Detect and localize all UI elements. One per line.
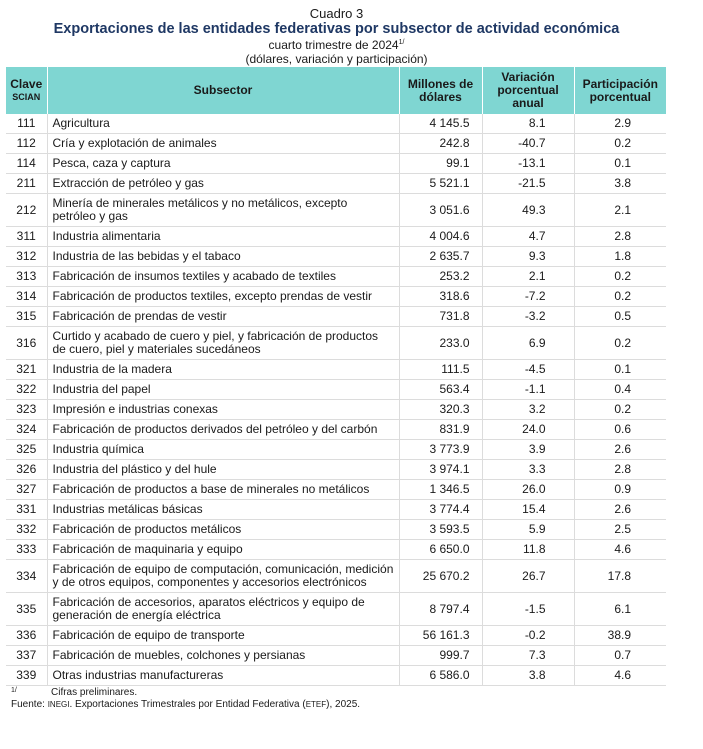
cell-participacion: 0.2 [574,134,666,154]
cell-participacion: 2.8 [574,227,666,247]
cell-clave: 311 [6,227,47,247]
cell-millones: 99.1 [399,154,482,174]
table-row [6,114,666,134]
header-row [6,67,666,114]
cell-variacion: 9.3 [482,247,574,267]
cell-variacion: -0.2 [482,626,574,646]
cell-subsector: Fabricación de muebles, colchones y persianas [47,646,399,666]
cell-participacion: 0.2 [574,327,666,360]
table-row [6,460,666,480]
cell-subsector: Fabricación de productos derivados del petróleo y del carbón [47,420,399,440]
cell-participacion: 0.2 [574,400,666,420]
cell-clave: 339 [6,666,47,686]
header-variacion: Variación porcentual anual [482,67,574,114]
cell-variacion: 3.8 [482,666,574,686]
header-clave-text: Clave [10,76,43,91]
cell-participacion: 0.2 [574,267,666,287]
header-millones: Millones de dólares [399,67,482,114]
cell-clave: 313 [6,267,47,287]
cell-clave: 111 [6,114,47,134]
cell-participacion: 0.7 [574,646,666,666]
cell-millones: 563.4 [399,380,482,400]
table-row [6,420,666,440]
cell-millones: 111.5 [399,360,482,380]
footnote-mark: 1/ [11,687,17,694]
table-row [6,174,666,194]
cell-subsector: Fabricación de equipo de computación, comunicación, medición y de otros equipos, componentes y accesorios electrónicos [47,560,399,593]
cell-millones: 233.0 [399,327,482,360]
cell-variacion: 5.9 [482,520,574,540]
cell-millones: 25 670.2 [399,560,482,593]
cell-variacion: 15.4 [482,500,574,520]
cell-participacion: 0.4 [574,380,666,400]
cell-participacion: 0.1 [574,360,666,380]
cell-clave: 324 [6,420,47,440]
cell-millones: 56 161.3 [399,626,482,646]
cell-participacion: 0.5 [574,307,666,327]
table-row [6,593,666,626]
cell-subsector: Fabricación de insumos textiles y acabado de textiles [47,267,399,287]
cell-participacion: 4.6 [574,666,666,686]
table-row [6,227,666,247]
period-text: cuarto trimestre de 2024 [268,38,399,52]
table-row [6,267,666,287]
cell-variacion: 6.9 [482,327,574,360]
table-units: (dólares, variación y participación) [245,52,428,66]
cell-variacion: -13.1 [482,154,574,174]
cell-clave: 211 [6,174,47,194]
cell-participacion: 2.6 [574,500,666,520]
cell-clave: 327 [6,480,47,500]
cell-participacion: 6.1 [574,593,666,626]
cell-subsector: Fabricación de productos a base de minerales no metálicos [47,480,399,500]
cell-variacion: -7.2 [482,287,574,307]
cell-subsector: Otras industrias manufactureras [47,666,399,686]
cell-participacion: 2.9 [574,114,666,134]
cell-clave: 325 [6,440,47,460]
cell-participacion: 17.8 [574,560,666,593]
cell-variacion: -3.2 [482,307,574,327]
cell-clave: 323 [6,400,47,420]
cell-millones: 4 004.6 [399,227,482,247]
exports-table [6,67,666,686]
cell-millones: 3 593.5 [399,520,482,540]
cell-millones: 4 145.5 [399,114,482,134]
table-row [6,480,666,500]
table-row [6,307,666,327]
cell-participacion: 38.9 [574,626,666,646]
table-row [6,380,666,400]
table-row [6,360,666,380]
cell-variacion: 3.2 [482,400,574,420]
cell-variacion: -21.5 [482,174,574,194]
cell-subsector: Cría y explotación de animales [47,134,399,154]
cell-millones: 242.8 [399,134,482,154]
cell-subsector: Fabricación de productos textiles, excepto prendas de vestir [47,287,399,307]
header-subsector: Subsector [47,67,399,114]
cell-millones: 831.9 [399,420,482,440]
cell-variacion: 7.3 [482,646,574,666]
cell-variacion: 26.0 [482,480,574,500]
cell-millones: 6 586.0 [399,666,482,686]
table-row [6,626,666,646]
cell-participacion: 2.5 [574,520,666,540]
table-row [6,327,666,360]
cell-subsector: Fabricación de productos metálicos [47,520,399,540]
cell-millones: 253.2 [399,267,482,287]
cell-clave: 112 [6,134,47,154]
table-row [6,666,666,686]
cell-clave: 212 [6,194,47,227]
cell-participacion: 2.8 [574,460,666,480]
cell-millones: 8 797.4 [399,593,482,626]
cell-subsector: Curtido y acabado de cuero y piel, y fabricación de productos de cuero, piel y materiales sucedáneos [47,327,399,360]
source-etef: ETEF [305,700,327,709]
cell-subsector: Industrias metálicas básicas [47,500,399,520]
cell-millones: 2 635.7 [399,247,482,267]
cell-variacion: -1.5 [482,593,574,626]
cell-participacion: 0.9 [574,480,666,500]
cell-variacion: 49.3 [482,194,574,227]
header-participacion: Participación porcentual [574,67,666,114]
table-row [6,520,666,540]
table-row [6,440,666,460]
cell-subsector: Fabricación de equipo de transporte [47,626,399,646]
cell-variacion: 24.0 [482,420,574,440]
cell-clave: 332 [6,520,47,540]
cell-clave: 337 [6,646,47,666]
cell-millones: 318.6 [399,287,482,307]
cell-millones: 5 521.1 [399,174,482,194]
table-row [6,560,666,593]
period-note-mark: 1/ [398,39,405,46]
cell-millones: 3 974.1 [399,460,482,480]
table-row [6,400,666,420]
cell-subsector: Fabricación de accesorios, aparatos eléctricos y equipo de generación de energía eléctrica [47,593,399,626]
cell-variacion: -1.1 [482,380,574,400]
cell-millones: 320.3 [399,400,482,420]
cell-participacion: 0.6 [574,420,666,440]
cell-millones: 6 650.0 [399,540,482,560]
table-row [6,247,666,267]
cell-millones: 3 773.9 [399,440,482,460]
source-end: ), 2025. [326,699,361,710]
cell-clave: 114 [6,154,47,174]
cell-participacion: 2.6 [574,440,666,460]
cell-participacion: 0.1 [574,154,666,174]
cell-millones: 731.8 [399,307,482,327]
table-row [6,500,666,520]
cell-millones: 999.7 [399,646,482,666]
cell-subsector: Industria de las bebidas y el tabaco [47,247,399,267]
table-row [6,154,666,174]
cell-clave: 331 [6,500,47,520]
cell-millones: 1 346.5 [399,480,482,500]
cell-clave: 333 [6,540,47,560]
cell-subsector: Industria de la madera [47,360,399,380]
cell-participacion: 4.6 [574,540,666,560]
cell-subsector: Industria alimentaria [47,227,399,247]
table-period [0,38,673,52]
source-label: Fuente: [11,699,45,710]
table-row [6,134,666,154]
header-clave [6,67,47,114]
cell-subsector: Fabricación de maquinaria y equipo [47,540,399,560]
cell-participacion: 0.2 [574,287,666,307]
cell-clave: 316 [6,327,47,360]
source-mid: . Exportaciones Trimestrales por Entidad Federativa ( [69,699,306,710]
cell-variacion: 26.7 [482,560,574,593]
cell-variacion: 8.1 [482,114,574,134]
cell-clave: 321 [6,360,47,380]
cell-participacion: 2.1 [574,194,666,227]
cell-variacion: 4.7 [482,227,574,247]
table-label: Cuadro 3 [309,6,364,21]
cell-participacion: 1.8 [574,247,666,267]
header-clave-sub: SCIAN [12,91,41,102]
cell-millones: 3 051.6 [399,194,482,227]
cell-subsector: Pesca, caza y captura [47,154,399,174]
cell-subsector: Impresión e industrias conexas [47,400,399,420]
table-row [6,194,666,227]
cell-clave: 315 [6,307,47,327]
cell-clave: 314 [6,287,47,307]
source-note [11,699,360,710]
footnote-text: Cifras preliminares. [51,687,138,698]
cell-subsector: Extracción de petróleo y gas [47,174,399,194]
cell-subsector: Minería de minerales metálicos y no metálicos, excepto petróleo y gas [47,194,399,227]
footnote [11,687,138,699]
cell-clave: 335 [6,593,47,626]
cell-subsector: Industria química [47,440,399,460]
cell-subsector: Fabricación de prendas de vestir [47,307,399,327]
table-title: Exportaciones de las entidades federativas por subsector de actividad económica [53,21,620,37]
source-inegi: INEGI [47,700,70,709]
cell-clave: 312 [6,247,47,267]
cell-subsector: Industria del papel [47,380,399,400]
cell-variacion: -4.5 [482,360,574,380]
cell-variacion: -40.7 [482,134,574,154]
cell-clave: 334 [6,560,47,593]
cell-clave: 322 [6,380,47,400]
cell-variacion: 11.8 [482,540,574,560]
cell-clave: 326 [6,460,47,480]
cell-participacion: 3.8 [574,174,666,194]
cell-variacion: 3.9 [482,440,574,460]
table-body [6,114,666,686]
cell-subsector: Agricultura [47,114,399,134]
cell-millones: 3 774.4 [399,500,482,520]
table-row [6,540,666,560]
cell-clave: 336 [6,626,47,646]
table-row [6,646,666,666]
cell-variacion: 2.1 [482,267,574,287]
cell-variacion: 3.3 [482,460,574,480]
cell-subsector: Industria del plástico y del hule [47,460,399,480]
table-row [6,287,666,307]
